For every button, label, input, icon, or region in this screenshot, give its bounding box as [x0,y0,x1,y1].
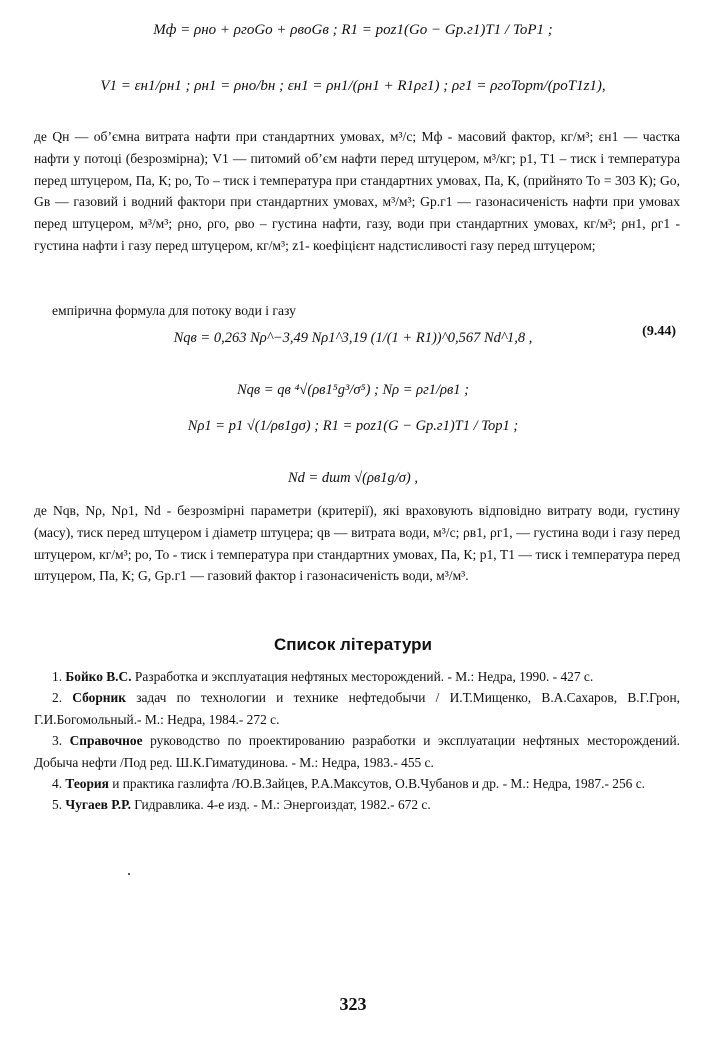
reference-item [34,794,680,815]
paragraph-definitions-1: де Qн — об’ємна витрата нафти при стандартних умовах, м³/с; Mф - масовий фактор, кг/м³; εн1 — частка нафти у потоці (безрозмірна); V1 — питомий об’єм нафти перед штуцером, м³/кг; p1, T1 – тиск і температура перед штуцером, Па, К; po, To – тиск і температура при стандартних умовах, Па, К, (прийнято To = 303 К); Go, Gв — газовий і водний фактори при стандартних умовах, м³/м³; Gp.г1 — газонасиченість нафти при умовах перед штуцером, м³/м³; ρно, ρго, ρво – густина нафти, газу, води при стандартних умовах, кг/м³; ρн1, ρг1 - густина нафти і газу перед штуцером, кг/м³; z1- коефіцієнт надстисливості газу перед штуцером; [34,129,680,253]
formula-specific-volume [0,78,706,95]
reference-number: 4. [52,776,63,792]
paragraph-definitions-2: де Nqв, Nρ, Nρ1, Nd - безрозмірні параметри (критерії), які враховують відповідно витрату води, густину (масу), тиск перед штуцером і діаметр штуцера; qв — витрата води, м³/с; ρв1, ρг1, — густина води і газу перед штуцером, кг/м³; po, To - тиск і температура при стандартних умовах, Па, К; p1, T1 — тиск і температура перед штуцером, Па, К; G, Gp.г1 — газовий фактор і газонасиченість води, м³/м³. [34,503,680,584]
reference-author: Сборник [72,690,126,706]
formula-text: Nρ1 = p1 √(1/ρв1gσ) ; R1 = poz1(G − Gp.г1)T1 / Top1 ; [187,418,519,434]
reference-item [34,687,680,730]
reference-author: Бойко В.С. [65,669,132,684]
formula-text: Nd = dшт √(ρв1g/σ) , [287,470,419,486]
formula-nqv-definition [0,382,706,399]
references-heading: Список літератури [273,635,433,654]
reference-number: 3. [52,733,63,749]
reference-author: Теория [65,776,109,792]
formula-text: Nqв = 0,263 Nρ^−3,49 Nρ1^3,19 (1/(1 + R1))^0,567 Nd^1,8 , [173,330,533,346]
reference-item [34,773,680,794]
empirical-formula-intro: емпірична формула для потоку води і газу [52,303,296,318]
reference-item [34,730,680,773]
references-list [34,666,680,816]
formula-nd-definition [0,470,706,487]
formula-text: V1 = εн1/ρн1 ; ρн1 = ρнo/bн ; εн1 = ρн1/(ρн1 + R1ρг1) ; ρг1 = ρгoTopт/(poT1z1), [100,78,606,94]
reference-number: 5. [52,797,63,813]
equation-number: (9.44) [642,324,676,339]
formula-mass-factor [0,22,706,39]
reference-text: руководство по проектированию разработки и эксплуатации нефтяных месторождений. Добыча нефти /Под ред. Ш.К.Гиматудинова. - М.: Недра, 1983.- 455 с. [34,733,680,770]
reference-text: задач по технологии и технике нефтедобычи / И.Т.Мищенко, В.А.Сахаров, В.Г.Грон, Г.И.Богомольный.- М.: Недра, 1984.- 272 с. [34,690,680,727]
formula-text: Mф = ρнo + ρгoGo + ρвoGв ; R1 = poz1(Go − Gp.г1)T1 / ToP1 ; [153,22,553,38]
reference-item [34,666,680,687]
speck [128,873,130,875]
formula-text: Nqв = qв ⁴√(ρв1⁵g³/σ⁵) ; Nρ = ρг1/ρв1 ; [236,382,470,398]
formula-nqv [0,330,706,347]
reference-text: и практика газлифта /Ю.В.Зайцев, Р.А.Максутов, О.В.Чубанов и др. - М.: Недра, 1987.- 256 с. [108,776,646,792]
reference-text: Разработка и эксплуатация нефтяных месторождений. - М.: Недра, 1990. - 427 с. [131,669,594,684]
reference-author: Справочное [69,733,143,749]
reference-number: 2. [52,690,63,706]
page-number: 323 [339,994,367,1014]
formula-np1-definition [0,418,706,435]
reference-text: Гидравлика. 4-е изд. - М.: Энергоиздат, 1982.- 672 с. [130,797,431,813]
reference-number: 1. [52,669,63,684]
reference-author: Чугаев Р.Р. [65,797,131,813]
